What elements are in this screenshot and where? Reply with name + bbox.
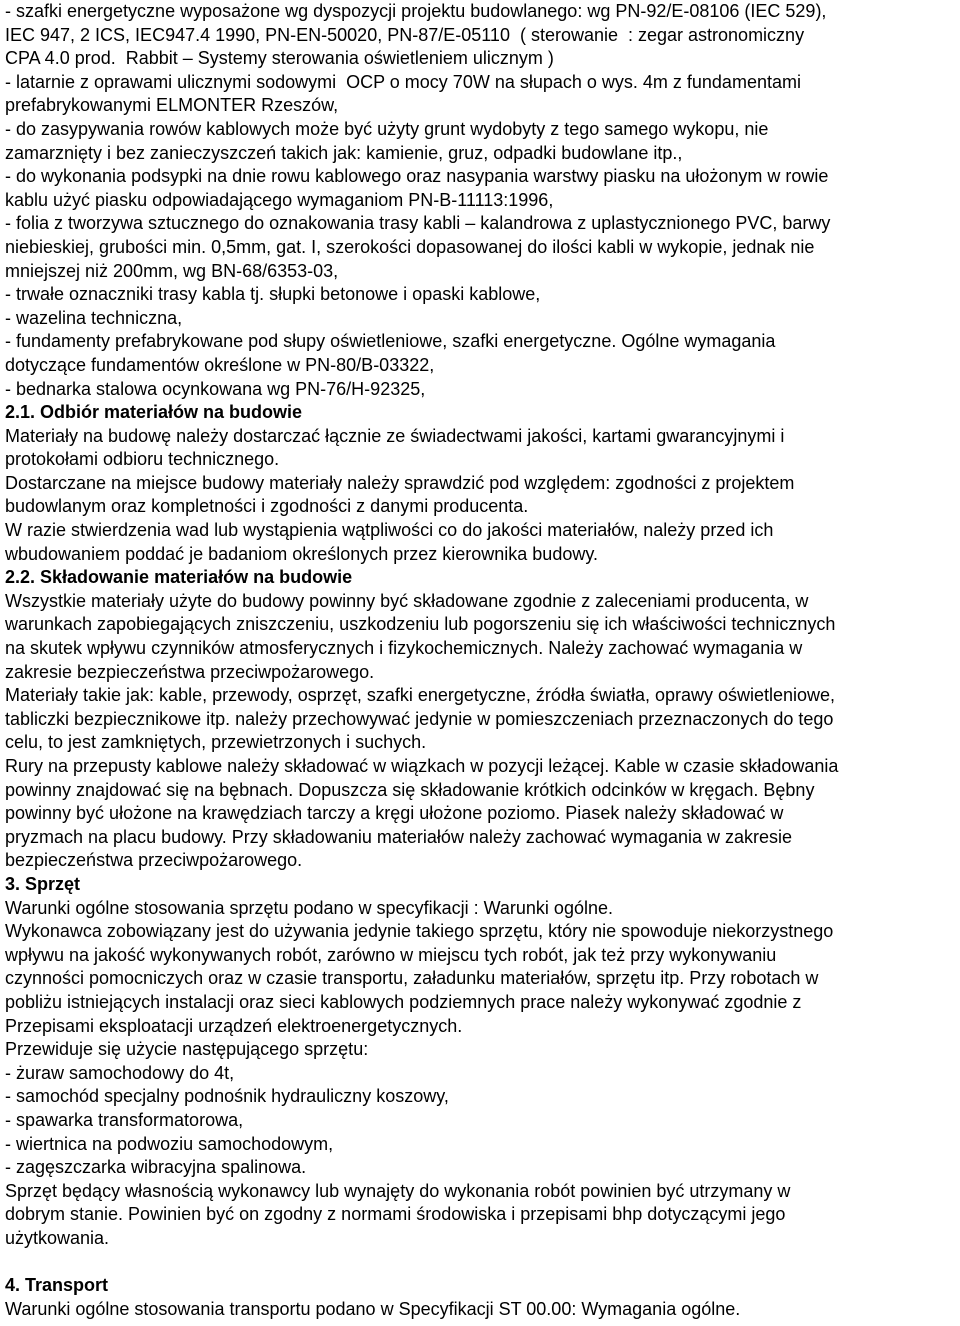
text-line: niebieskiej, grubości min. 0,5mm, gat. I, szerokości dopasowanej do ilości kabli w wykopie, jednak nie [5, 236, 815, 257]
text-line: wbudowaniem poddać je badaniom określonych przez kierownika budowy. [5, 543, 598, 564]
text-line: Warunki ogólne stosowania transportu podano w Specyfikacji ST 00.00: Wymagania ogólne. [5, 1298, 741, 1319]
text-line: - wazelina techniczna, [5, 307, 183, 328]
text-line: - fundamenty prefabrykowane pod słupy oświetleniowe, szafki energetyczne. Ogólne wymagania [5, 331, 776, 352]
text-line: - trwałe oznaczniki trasy kabla tj. słupki betonowe i opaski kablowe, [5, 284, 541, 305]
text-line: mniejszej niż 200mm, wg BN-68/6353-03, [5, 260, 339, 281]
text-line: - spawarka transformatorowa, [5, 1109, 244, 1130]
section-heading: 4. Transport [5, 1275, 109, 1296]
text-line: kablu użyć piasku odpowiadającego wymaganiom PN-B-11113:1996, [5, 189, 554, 210]
text-line: użytkowania. [5, 1227, 110, 1248]
text-line: Dostarczane na miejsce budowy materiały należy sprawdzić pod względem: zgodności z projektem [5, 472, 795, 493]
text-line: czynności pomocniczych oraz w czasie transportu, załadunku materiałów, sprzętu itp. Przy robotach w [5, 968, 819, 989]
text-line: zamarznięty i bez zanieczyszczeń takich jak: kamienie, gruz, odpadki budowlane itp., [5, 142, 683, 163]
text-line: protokołami odbioru technicznego. [5, 449, 280, 470]
text-line: IEC 947, 2 ICS, IEC947.4 1990, PN-EN-50020, PN-87/E-05110 ( sterowanie : zegar astronomiczny [5, 24, 805, 45]
text-line: celu, to jest zamkniętych, przewietrzonych i suchych. [5, 732, 427, 753]
text-line: Wszystkie materiały użyte do budowy powinny być składowane zgodnie z zaleceniami producenta, w [5, 590, 809, 611]
text-line: pryzmach na placu budowy. Przy składowaniu materiałów należy zachować wymagania w zakresie [5, 826, 793, 847]
text-line: CPA 4.0 prod. Rabbit – Systemy sterowania oświetleniem ulicznym ) [5, 48, 554, 69]
text-line: Przewiduje się użycie następującego sprzętu: [5, 1039, 369, 1060]
section-heading: 2.1. Odbiór materiałów na budowie [5, 402, 303, 423]
text-line: - szafki energetyczne wyposażone wg dyspozycji projektu budowlanego: wg PN-92/E-08106 (IEC 529), [5, 1, 827, 21]
text-line: - samochód specjalny podnośnik hydrauliczny koszowy, [5, 1086, 449, 1107]
text-line: dotyczące fundamentów określone w PN-80/B-03322, [5, 354, 435, 375]
text-line: Sprzęt będący własnością wykonawcy lub wynajęty do wykonania robót powinien być utrzymany w [5, 1180, 791, 1201]
text-line: bezpieczeństwa przeciwpożarowego. [5, 850, 303, 871]
text-line: Rury na przepusty kablowe należy składować w wiązkach w pozycji leżącej. Kable w czasie składowania [5, 756, 839, 776]
text-line: Wykonawca zobowiązany jest do używania jedynie takiego sprzętu, który nie spowoduje niekorzystnego [5, 921, 834, 942]
text-line: W razie stwierdzenia wad lub wystąpienia wątpliwości co do jakości materiałów, należy przed ich [5, 520, 774, 541]
text-line: zakresie bezpieczeństwa przeciwpożarowego. [5, 661, 375, 682]
text-line: - zagęszczarka wibracyjna spalinowa. [5, 1157, 307, 1178]
document-page [5, 0, 957, 1321]
blank-line [5, 1250, 957, 1274]
text-line: Materiały na budowę należy dostarczać łącznie ze świadectwami jakości, kartami gwarancyjnymi i [5, 425, 785, 446]
text-line: prefabrykowanymi ELMONTER Rzeszów, [5, 95, 339, 116]
text-line: - folia z tworzywa sztucznego do oznakowania trasy kabli – kalandrowa z uplastycznionego PVC, barwy [5, 213, 831, 234]
text-line: tabliczki bezpiecznikowe itp. należy przechowywać jedynie w pomieszczeniach przeznaczonych do tego [5, 708, 834, 729]
text-line: - wiertnica na podwoziu samochodowym, [5, 1133, 334, 1154]
text-line: - bednarka stalowa ocynkowana wg PN-76/H-92325, [5, 378, 426, 399]
text-line: pobliżu istniejących instalacji oraz sieci kablowych podziemnych prace należy wykonywać zgodnie z [5, 991, 802, 1012]
text-line: - do wykonania podsypki na dnie rowu kablowego oraz nasypania warstwy piasku na ułożonym w rowie [5, 166, 829, 187]
section-heading: 3. Sprzęt [5, 873, 81, 894]
text-line: budowlanym oraz kompletności i zgodności z danymi producenta. [5, 496, 529, 517]
text-line: na skutek wpływu czynników atmosferycznych i fizykochemicznych. Należy zachować wymagania w [5, 638, 803, 659]
text-line: Przepisami eksploatacji urządzeń elektroenergetycznych. [5, 1015, 463, 1036]
text-line: - latarnie z oprawami ulicznymi sodowymi OCP o mocy 70W na słupach o wys. 4m z fundamentami [5, 71, 801, 92]
text-line: powinny być ułożone na krawędziach tarczy a kręgi ułożone poziomo. Piasek należy składować w [5, 803, 784, 824]
text-line: powinny znajdować się na bębnach. Dopuszcza się składowanie krótkich odcinków w kręgach. Bębny [5, 779, 815, 800]
text-line: warunkach zapobiegających zniszczeniu, uszkodzeniu lub pogorszeniu się ich właściwości technicznych [5, 614, 836, 635]
text-line: dobrym stanie. Powinien być on zgodny z normami środowiska i przepisami bhp dotyczącymi jego [5, 1204, 786, 1225]
text-line: wpływu na jakość wykonywanych robót, zarówno w miejscu tych robót, jak też przy wykonywaniu [5, 944, 777, 965]
text-line: Materiały takie jak: kable, przewody, osprzęt, szafki energetyczne, źródła światła, oprawy oświetleniowe, [5, 685, 836, 706]
text-line: Warunki ogólne stosowania sprzętu podano w specyfikacji : Warunki ogólne. [5, 897, 613, 918]
section-heading: 2.2. Składowanie materiałów na budowie [5, 567, 353, 588]
text-line: - żuraw samochodowy do 4t, [5, 1062, 235, 1083]
text-line: - do zasypywania rowów kablowych może być użyty grunt wydobyty z tego samego wykopu, nie [5, 118, 769, 139]
